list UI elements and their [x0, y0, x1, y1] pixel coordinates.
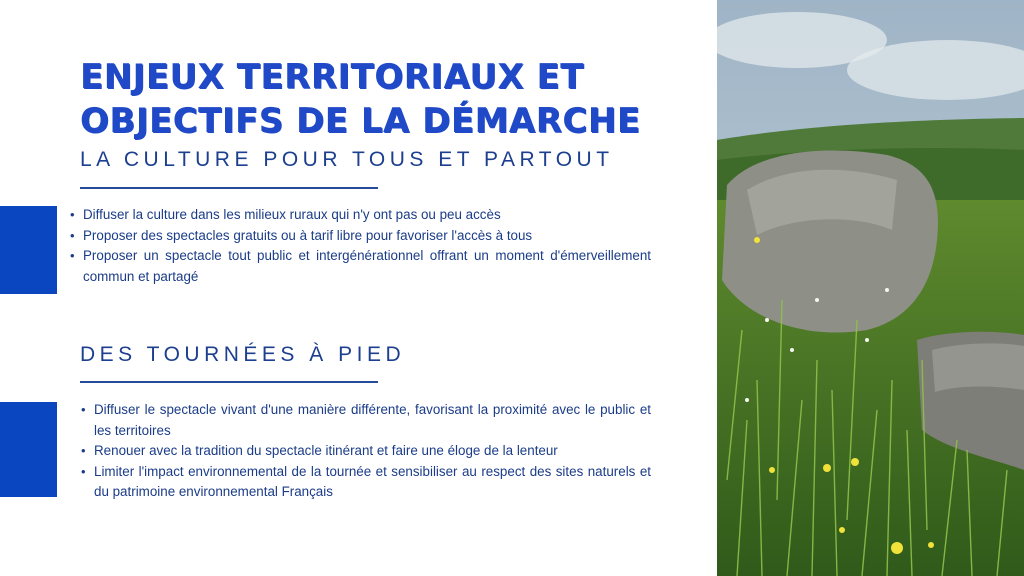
section-heading-culture: LA CULTURE POUR TOUS ET PARTOUT — [80, 148, 614, 171]
bullet-icon: • — [81, 443, 86, 458]
bullet-icon: • — [81, 463, 86, 479]
section-heading-tournees: DES TOURNÉES À PIED — [80, 343, 406, 366]
accent-block — [0, 402, 57, 497]
slide-title: ENJEUX TERRITORIAUX ET OBJECTIFS DE LA DÉMARCHE — [80, 56, 641, 141]
landscape-photo — [717, 0, 1024, 576]
bullet-icon: • — [70, 207, 75, 222]
list-item: • Diffuser le spectacle vivant d'une manière différente, favorisant la proximité avec le public et les territoires — [81, 402, 651, 438]
list-item: • Limiter l'impact environnemental de la tournée et sensibiliser au respect des sites naturels et du patrimoine environnemental Français — [81, 463, 651, 499]
heading-underline — [80, 187, 378, 189]
list-item: • Proposer un spectacle tout public et intergénérationnel offrant un moment d'émerveillement commun et partagé — [70, 248, 651, 284]
list-item: • Renouer avec la tradition du spectacle itinérant et faire une éloge de la lenteur — [79, 441, 651, 462]
bullet-icon: • — [70, 227, 75, 243]
accent-block — [0, 206, 57, 294]
bullet-icon: • — [81, 402, 86, 417]
bullet-icon: • — [70, 248, 75, 263]
bullet-list-culture — [68, 205, 651, 287]
list-item: • Diffuser la culture dans les milieux ruraux qui n'y ont pas ou peu accès — [68, 205, 651, 226]
list-item: • Proposer des spectacles gratuits ou à tarif libre pour favoriser l'accès à tous — [68, 226, 651, 247]
heading-underline — [80, 381, 378, 383]
bullet-list-tournees — [79, 400, 651, 503]
